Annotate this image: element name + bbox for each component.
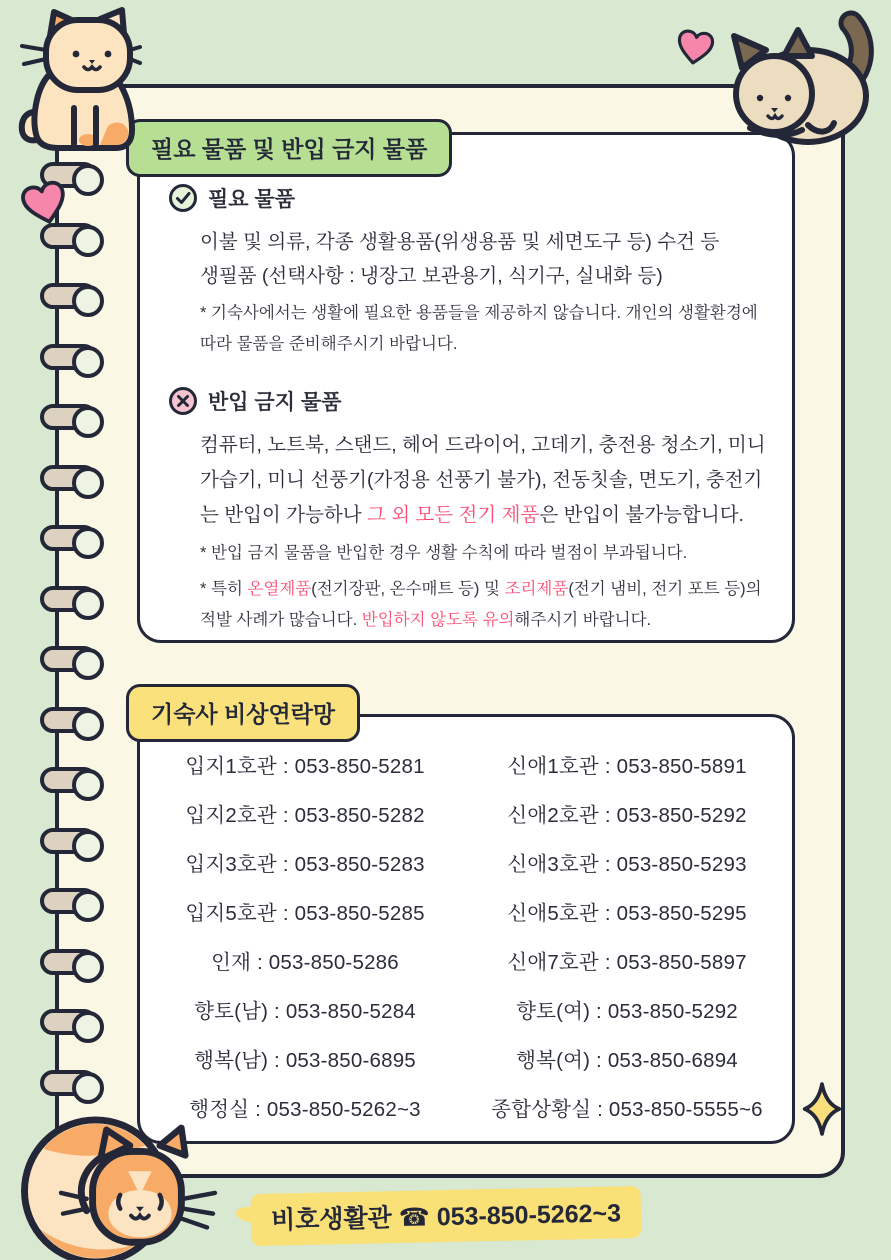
footer-contact-highlight: 비호생활관 ☎ 053-850-5262~3 [250,1186,641,1246]
prohibited-text-highlight: 그 외 모든 전기 제품 [366,504,540,526]
binder-ring [40,888,97,914]
contact-item: 종합상황실 : 053-850-5555~6 [491,1098,763,1121]
binder-ring [40,1070,97,1096]
binder-ring [40,828,97,854]
binder-ring [40,283,97,309]
required-line: 생필품 (선택사항 : 냉장고 보관용기, 식기구, 실내화 등) [200,265,663,287]
prohibited-items-body [200,428,776,636]
contact-item: 신애5호관 : 053-850-5295 [507,902,747,925]
prohibited-paragraph [200,428,776,533]
binder-ring [40,949,97,975]
heart-icon [674,28,717,69]
items-card [137,132,795,643]
contact-item: 입지1호관 : 053-850-5281 [185,755,425,778]
contact-item: 향토(여) : 053-850-5292 [516,1000,738,1023]
contacts-card [137,714,795,1144]
note-text-highlight: 반입하지 않도록 유의 [361,611,515,629]
contact-item: 입지5호관 : 053-850-5285 [185,902,425,925]
contact-item: 행정실 : 053-850-5262~3 [189,1098,421,1121]
binder-ring [40,707,97,733]
required-items-title: 필요 물품 [208,188,295,211]
binder-ring [40,767,97,793]
note-text: * 특히 [200,580,248,598]
items-section-badge: 필요 물품 및 반입 금지 물품 [126,119,452,177]
prohibited-note-1: * 반입 금지 물품을 반입한 경우 생활 수칙에 따라 벌점이 부과됩니다. [200,544,688,562]
prohibited-text: 컴퓨터, 노트북, 스탠드, 헤어 드라이어, 고데기, 충전용 청소기, 미니 가습기, 미니 선풍기(가정용 선풍기 불가), 전동칫솔, 면도기, 충전기는 반입이 가능하나 [200,434,766,526]
note-text-highlight: 온열제품 [247,580,312,598]
contact-item: 향토(남) : 053-850-5284 [194,1000,416,1023]
prohibited-items-title: 반입 금지 물품 [208,391,342,414]
contact-item: 신애2호관 : 053-850-5292 [507,804,747,827]
binder-ring [40,223,97,249]
binder-ring [40,586,97,612]
required-note: * 기숙사에서는 생활에 필요한 용품들을 제공하지 않습니다. 개인의 생활환경에 따라 물품을 준비해주시기 바랍니다. [200,304,758,353]
binder-ring [40,465,97,491]
lying-cat-icon [724,4,888,156]
required-items-body [200,225,776,360]
prohibited-items-heading [168,386,768,416]
curled-cat-icon [16,1112,256,1260]
binder-ring [40,646,97,672]
note-text-highlight: 조리제품 [504,580,569,598]
x-circle-icon [168,386,198,416]
note-text: (전기장판, 온수매트 등) 및 [311,580,505,598]
sitting-cat-icon [12,6,142,156]
sparkle-icon [802,1082,842,1136]
required-line: 이불 및 의류, 각종 생활용품(위생용품 및 세면도구 등) 수건 등 [200,231,720,253]
binder-ring [40,404,97,430]
contact-item: 행복(남) : 053-850-6895 [194,1049,416,1072]
note-text: (전기 냄비, 전기 포트 등)의 적발 사례가 많습니다. [200,580,762,629]
contacts-section-badge: 기숙사 비상연락망 [126,684,360,742]
contact-item: 행복(여) : 053-850-6894 [516,1049,738,1072]
contacts-grid [144,755,788,1122]
contact-item: 입지3호관 : 053-850-5283 [185,853,425,876]
check-circle-icon [168,183,198,213]
prohibited-text: 은 반입이 불가능합니다. [539,504,744,526]
binder-ring [40,1009,97,1035]
note-text: 해주시기 바랍니다. [514,611,652,629]
contact-item: 신애1호관 : 053-850-5891 [507,755,747,778]
contact-item: 인재 : 053-850-5286 [211,951,399,974]
binder-ring [40,344,97,370]
contact-item: 신애7호관 : 053-850-5897 [507,951,747,974]
binder-ring [40,525,97,551]
contact-item: 입지2호관 : 053-850-5282 [185,804,425,827]
contact-item: 신애3호관 : 053-850-5293 [507,853,747,876]
required-items-heading [168,183,768,213]
prohibited-note-2 [200,574,776,636]
